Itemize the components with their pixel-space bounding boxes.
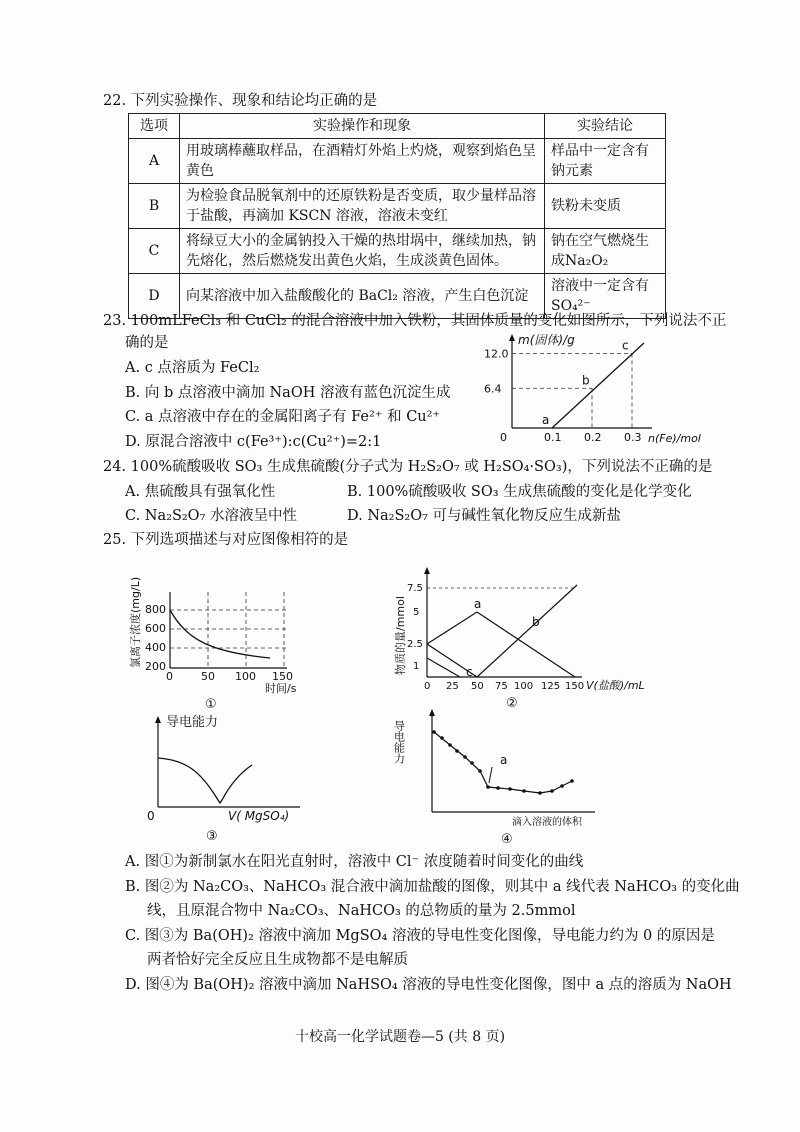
fig2-x-tick: 50 [471,681,484,692]
q23-stem-line2: 确的是 [125,335,169,351]
point-label-c: c [622,338,629,353]
q25-option-c-cont: 两者恰好完全反应且生成物都不是电解质 [147,952,408,968]
fig2-y-arrow [424,567,430,574]
fig2-number: ② [506,696,518,711]
row-operation: 向某溶液中加入盐酸酸化的 BaCl₂ 溶液，产生白色沉淀 [180,274,545,319]
row-option: C [129,229,180,274]
fig1-x-tick: 0 [166,670,173,683]
page-footer: 十校高一化学试题卷—5 (共 8 页) [294,1029,506,1045]
q23-option-c: C. a 点溶液中存在的金属阳离子有 Fe²⁺ 和 Cu²⁺ [125,409,441,425]
data-point-labels [542,339,629,427]
table-row [129,229,666,274]
fig4-y-label [393,720,406,765]
table-header-row [129,114,666,139]
chart-guides [512,354,632,428]
fig2-x-tick: 150 [565,681,585,692]
figure-1 [125,570,300,710]
fig3-y-label: 导电能力 [166,715,219,730]
x-tick-label: 0.1 [544,431,562,444]
fig1-y-tick: 400 [145,641,166,654]
fig1-x-tick: 150 [272,670,293,683]
point-label-a: a [542,413,550,427]
fig4-y-label-char: 导电能力 [392,720,406,764]
table-row [129,184,666,229]
header-option: 选项 [129,114,180,139]
q25-option-b-cont: 线，且原混合物中 Na₂CO₃、NaHCO₃ 的总物质的量为 2.5mmol [147,903,576,919]
fig2-label-a: a [474,597,482,611]
fig1-number: ① [205,697,217,712]
row-conclusion: 铁粉未变质 [545,184,666,229]
row-conclusion: 钠在空气燃烧生成Na₂O₂ [545,229,666,274]
q25-option-c: C. 图③为 Ba(OH)₂ 溶液中滴加 MgSO₄ 溶液的导电性变化图像，导电能力约为 0 的原因是 [125,928,715,944]
q25-option-a: A. 图①为新制氯水在阳光直射时，溶液中 Cl⁻ 浓度随着时间变化的曲线 [125,854,584,870]
row-operation: 用玻璃棒蘸取样品，在酒精灯外焰上灼烧，观察到焰色呈黄色 [180,139,545,184]
q24-option-a: A. 焦硫酸具有强氧化性 [125,484,276,500]
row-conclusion: 溶液中一定含有 SO₄²⁻ [545,274,666,319]
q24-stem: 24. 100%硫酸吸收 SO₃ 生成焦硫酸(分子式为 H₂S₂O₇ 或 H₂SO₄·SO₃)，下列说法不正确的是 [103,459,713,475]
fig2-label-b: b [532,615,540,629]
line-a-up [427,612,477,644]
row-option: D [129,274,180,319]
fig2-x-tick: 75 [495,681,508,692]
fig4-y-arrow [429,709,435,716]
q23-option-d: D. 原混合溶液中 c(Fe³⁺):c(Cu²⁺)=2:1 [125,434,382,450]
fig2-label-c: c [466,665,473,679]
figure-3 [140,710,310,845]
x-tick-label: 0.2 [584,431,602,444]
row-conclusion: 样品中一定含有钠元素 [545,139,666,184]
q23-stem-line1: 23. 100mLFeCl₃ 和 CuCl₂ 的混合溶液中加入铁粉，其固体质量的变化如图所示，下列说法不正 [103,313,727,329]
q24-option-c: C. Na₂S₂O₇ 水溶液呈中性 [125,508,297,524]
row-operation: 将绿豆大小的金属钠投入干燥的热坩埚中，继续加热，钠先熔化，然后燃烧发出黄色火焰，生成淡黄色固体。 [180,229,545,274]
header-operation: 实验操作和现象 [180,114,545,139]
fig4-number: ④ [501,832,513,847]
fig1-x-label: 时间/s [265,682,297,695]
q25-stem: 25. 下列选项描述与对应图像相符的是 [103,532,349,548]
fig4-label-a: a [500,753,508,767]
fig1-grid [170,592,287,668]
fig4-pointer [489,767,492,783]
q25-option-d: D. 图④为 Ba(OH)₂ 溶液中滴加 NaHSO₄ 溶液的导电性变化图像，图中 a 点的溶质为 NaOH [125,977,732,993]
row-option: A [129,139,180,184]
fig2-x-tick: 100 [514,681,534,692]
fig3-curve [158,758,252,803]
line-a-down [477,612,575,677]
data-line [552,343,644,428]
row-operation: 为检验食品脱氧剂中的还原铁粉是否变质，取少量样品溶于盐酸，再滴加 KSCN 溶液，溶液未变红 [180,184,545,229]
y-axis-label: m(固体)/g [518,333,575,347]
q24-option-d: D. Na₂S₂O₇ 可与碱性氧化物反应生成新盐 [347,508,622,524]
line-c2 [427,658,460,677]
chart-ticks [484,348,642,444]
fig1-y-tick: 600 [145,622,166,635]
q22-table [128,113,666,319]
fig2-x-tick: 25 [446,681,459,692]
y-tick-label: 6.4 [484,382,502,396]
x-tick-label: 0.3 [624,431,642,444]
fig2-y-tick: 2.5 [407,639,423,650]
row-option: B [129,184,180,229]
fig1-x-tick: 100 [235,670,256,683]
figure-2 [390,565,690,715]
fig2-y-tick: 7.5 [407,583,423,594]
y-tick-label: 12.0 [484,347,509,361]
header-conclusion: 实验结论 [545,114,666,139]
q23-option-a: A. c 点溶质为 FeCl₂ [125,360,260,376]
y-axis-arrow [509,334,515,341]
fig3-origin: 0 [147,809,155,823]
x-axis-label: n(Fe)/mol [648,432,701,445]
fig1-x-tick: 50 [201,670,215,683]
point-label-b: b [582,373,590,388]
q23-option-b: B. 向 b 点溶液中滴加 NaOH 溶液有蓝色沉淀生成 [125,385,451,401]
fig1-y-label: 氯离子浓度(mg/L) [129,576,142,668]
q22-stem: 22. 下列实验操作、现象和结论均正确的是 [103,93,378,109]
fig1-y-tick: 800 [145,603,166,616]
fig2-x-label: V(盐酸)/mL [586,679,645,692]
fig2-y-tick: 5 [413,607,420,618]
fig2-y-label: 物质的量/mmol [394,596,407,675]
q24-option-b: B. 100%硫酸吸收 SO₃ 生成焦硫酸的变化是化学变化 [347,484,692,500]
fig2-x-tick: 0 [424,681,431,692]
figure-4 [390,705,620,845]
line-b [477,585,577,677]
fig4-x-label: 滴入溶液的体积 [512,817,582,828]
x-tick-label: 0 [500,431,507,444]
fig3-x-label: V( MgSO₄) [228,809,290,823]
q25-option-b: B. 图②为 Na₂CO₃、NaHCO₃ 混合液中滴加盐酸的图像，则其中 a 线代表 NaHCO₃ 的变化曲 [125,879,740,895]
fig2-x-tick: 125 [541,681,561,692]
fig2-y-tick: 1 [413,661,420,672]
fig3-number: ③ [206,829,218,844]
fig3-y-arrow [155,716,161,723]
q23-chart [480,330,710,450]
table-row [129,139,666,184]
fig1-y-tick: 200 [145,660,166,673]
fig1-curve [170,610,270,658]
fig2-lines [427,585,577,677]
